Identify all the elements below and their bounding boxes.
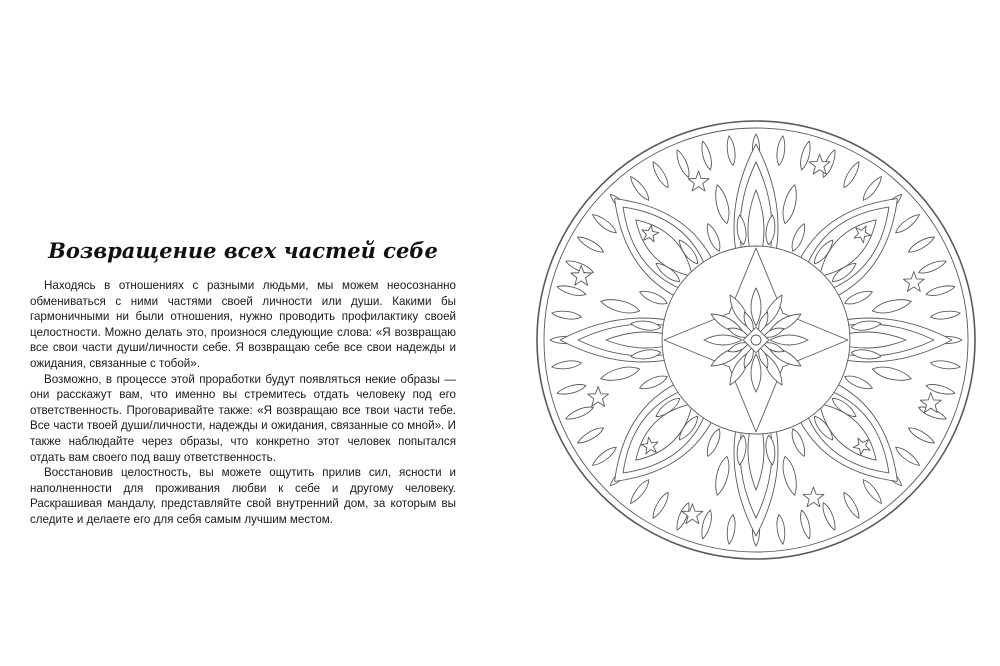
paragraph-1: Находясь в отношениях с разными людьми, мы можем неосознанно обмениваться с ними частями своей личности или души. Какими бы гармоничными ни были отношения, нужно проводить профилактику своей целостности. Можно делать это, произнося следующие слова: «Я возвращаю все свои части души/личности себе. Я возвращаю себе все свои надежды и ожидания, связанные с тобой».: [30, 279, 456, 370]
mandala-illustration: [534, 118, 978, 562]
body-text: [30, 278, 456, 528]
paragraph-2: Возможно, в процессе этой проработки будут появляться некие образы — они расскажут вам, что именно вы стремитесь отдать человеку под его ответственность. Проговаривайте также: «Я возвращаю все твои части тебе. Все части твоей души/личности, надежды и ожидания, связанные со мной». И также наблюдайте через образы, что конкретно этот человек попытался отдать вам своего под вашу ответственность.: [30, 372, 456, 464]
text-column: [30, 236, 456, 528]
center-dot: [751, 335, 761, 345]
page-title: Возвращение всех частей себе: [48, 238, 438, 263]
mandala-coloring-icon: [534, 118, 978, 562]
paragraph-3: Восстановив целостность, вы можете ощутить прилив сил, ясности и наполненности для проживания любви к себе и другому человеку. Раскрашивая мандалу, представляйте свой внутренний дом, за которым вы следите и делаете его для себя самым лучшим местом.: [30, 466, 456, 526]
